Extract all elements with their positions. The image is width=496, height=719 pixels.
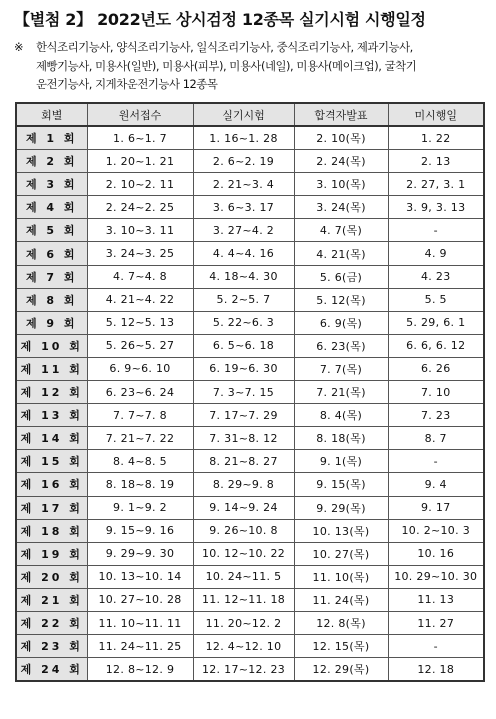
cell-application: 6. 9~6. 10 [87,357,193,380]
cell-application: 3. 10~3. 11 [87,219,193,242]
cell-application: 2. 24~2. 25 [87,196,193,219]
header-no-exam-days: 미시행일 [388,103,484,126]
note-text-3: 운전기능사, 지게차운전기능사 12종목 [36,77,218,91]
cell-round: 제 10 회 [16,334,87,357]
cell-application: 12. 8~12. 9 [87,658,193,682]
cell-application: 4. 21~4. 22 [87,288,193,311]
table-row [16,219,484,242]
cell-results: 6. 23(목) [294,334,388,357]
cell-practical-exam: 3. 27~4. 2 [193,219,294,242]
table-row [16,450,484,473]
cell-application: 10. 27~10. 28 [87,588,193,611]
table-row [16,635,484,658]
cell-application: 1. 6~1. 7 [87,126,193,150]
table-row [16,658,484,682]
cell-no-exam-days: 10. 16 [388,542,484,565]
cell-results: 3. 10(목) [294,173,388,196]
cell-no-exam-days: - [388,219,484,242]
cell-no-exam-days: - [388,635,484,658]
cell-round: 제 1 회 [16,126,87,150]
table-row [16,150,484,173]
cell-results: 5. 6(금) [294,265,388,288]
cell-round: 제 14 회 [16,427,87,450]
table-row [16,242,484,265]
cell-no-exam-days: 6. 6, 6. 12 [388,334,484,357]
cell-practical-exam: 8. 21~8. 27 [193,450,294,473]
note-text-1: 한식조리기능사, 양식조리기능사, 일식조리기능사, 중식조리기능사, 제과기능사, [36,40,413,54]
cell-round: 제 13 회 [16,404,87,427]
cell-results: 12. 8(목) [294,611,388,634]
table-row [16,311,484,334]
cell-round: 제 20 회 [16,565,87,588]
cell-round: 제 2 회 [16,150,87,173]
cell-results: 8. 18(목) [294,427,388,450]
cell-application: 11. 10~11. 11 [87,611,193,634]
cell-no-exam-days: 10. 29~10. 30 [388,565,484,588]
cell-round: 제 9 회 [16,311,87,334]
table-row [16,588,484,611]
cell-application: 7. 7~7. 8 [87,404,193,427]
cell-practical-exam: 7. 17~7. 29 [193,404,294,427]
cell-no-exam-days: 6. 26 [388,357,484,380]
cell-results: 9. 15(목) [294,473,388,496]
exam-schedule-table [15,102,485,682]
cell-practical-exam: 2. 21~3. 4 [193,173,294,196]
table-row [16,265,484,288]
cell-no-exam-days: 2. 27, 3. 1 [388,173,484,196]
cell-no-exam-days: 9. 4 [388,473,484,496]
cell-round: 제 24 회 [16,658,87,682]
cell-round: 제 3 회 [16,173,87,196]
cell-round: 제 4 회 [16,196,87,219]
cell-results: 7. 21(목) [294,381,388,404]
cell-results: 6. 9(목) [294,311,388,334]
cell-application: 3. 24~3. 25 [87,242,193,265]
cell-results: 11. 10(목) [294,565,388,588]
cell-no-exam-days: 7. 23 [388,404,484,427]
cell-practical-exam: 1. 16~1. 28 [193,126,294,150]
cell-results: 12. 29(목) [294,658,388,682]
cell-results: 10. 13(목) [294,519,388,542]
table-row [16,519,484,542]
cell-round: 제 19 회 [16,542,87,565]
table-header-row [16,103,484,126]
table-row [16,357,484,380]
note-text-2: 제빵기능사, 미용사(일반), 미용사(피부), 미용사(네일), 미용사(메이크업), 굴착기 [36,58,417,73]
cell-results: 7. 7(목) [294,357,388,380]
cell-round: 제 6 회 [16,242,87,265]
cell-application: 7. 21~7. 22 [87,427,193,450]
cell-round: 제 18 회 [16,519,87,542]
cell-application: 8. 4~8. 5 [87,450,193,473]
cell-practical-exam: 9. 26~10. 8 [193,519,294,542]
cell-no-exam-days: 2. 13 [388,150,484,173]
cell-no-exam-days: - [388,450,484,473]
cell-application: 5. 12~5. 13 [87,311,193,334]
note-line-3 [14,75,484,94]
cell-results: 2. 10(목) [294,126,388,150]
table-row [16,381,484,404]
table-row [16,427,484,450]
header-round: 회별 [16,103,87,126]
cell-round: 제 11 회 [16,357,87,380]
cell-round: 제 7 회 [16,265,87,288]
cell-application: 5. 26~5. 27 [87,334,193,357]
cell-no-exam-days: 4. 9 [388,242,484,265]
cell-no-exam-days: 8. 7 [388,427,484,450]
cell-results: 5. 12(목) [294,288,388,311]
cell-no-exam-days: 12. 18 [388,658,484,682]
table-row [16,173,484,196]
cell-no-exam-days: 5. 29, 6. 1 [388,311,484,334]
table-row [16,611,484,634]
note-line-1 [14,38,484,57]
cell-results: 8. 4(목) [294,404,388,427]
cell-practical-exam: 4. 18~4. 30 [193,265,294,288]
header-results: 합격자발표 [294,103,388,126]
cell-application: 8. 18~8. 19 [87,473,193,496]
target-occupations-note [14,38,484,94]
cell-results: 4. 7(목) [294,219,388,242]
cell-no-exam-days: 11. 27 [388,611,484,634]
cell-round: 제 12 회 [16,381,87,404]
cell-practical-exam: 7. 3~7. 15 [193,381,294,404]
cell-practical-exam: 4. 4~4. 16 [193,242,294,265]
cell-round: 제 23 회 [16,635,87,658]
table-row [16,196,484,219]
table-row [16,334,484,357]
cell-no-exam-days: 7. 10 [388,381,484,404]
cell-round: 제 16 회 [16,473,87,496]
cell-round: 제 15 회 [16,450,87,473]
cell-no-exam-days: 10. 2~10. 3 [388,519,484,542]
cell-results: 10. 27(목) [294,542,388,565]
cell-practical-exam: 10. 24~11. 5 [193,565,294,588]
cell-no-exam-days: 3. 9, 3. 13 [388,196,484,219]
cell-round: 제 22 회 [16,611,87,634]
cell-application: 10. 13~10. 14 [87,565,193,588]
cell-practical-exam: 12. 17~12. 23 [193,658,294,682]
cell-practical-exam: 9. 14~9. 24 [193,496,294,519]
cell-practical-exam: 3. 6~3. 17 [193,196,294,219]
cell-application: 1. 20~1. 21 [87,150,193,173]
table-row [16,473,484,496]
cell-no-exam-days: 11. 13 [388,588,484,611]
cell-application: 4. 7~4. 8 [87,265,193,288]
cell-results: 9. 1(목) [294,450,388,473]
cell-round: 제 5 회 [16,219,87,242]
cell-practical-exam: 7. 31~8. 12 [193,427,294,450]
cell-no-exam-days: 9. 17 [388,496,484,519]
cell-application: 9. 1~9. 2 [87,496,193,519]
cell-no-exam-days: 5. 5 [388,288,484,311]
cell-practical-exam: 5. 2~5. 7 [193,288,294,311]
table-row [16,542,484,565]
table-row [16,126,484,150]
table-row [16,565,484,588]
cell-round: 제 17 회 [16,496,87,519]
cell-practical-exam: 10. 12~10. 22 [193,542,294,565]
table-row [16,404,484,427]
cell-application: 6. 23~6. 24 [87,381,193,404]
cell-no-exam-days: 4. 23 [388,265,484,288]
cell-practical-exam: 12. 4~12. 10 [193,635,294,658]
table-row [16,496,484,519]
cell-practical-exam: 5. 22~6. 3 [193,311,294,334]
cell-practical-exam: 2. 6~2. 19 [193,150,294,173]
cell-results: 11. 24(목) [294,588,388,611]
cell-results: 2. 24(목) [294,150,388,173]
cell-practical-exam: 6. 19~6. 30 [193,357,294,380]
note-mark: ※ [14,40,24,54]
cell-application: 2. 10~2. 11 [87,173,193,196]
table-row [16,288,484,311]
cell-results: 12. 15(목) [294,635,388,658]
cell-practical-exam: 8. 29~9. 8 [193,473,294,496]
cell-results: 4. 21(목) [294,242,388,265]
cell-practical-exam: 11. 20~12. 2 [193,611,294,634]
cell-no-exam-days: 1. 22 [388,126,484,150]
header-practical-exam: 실기시험 [193,103,294,126]
header-application: 원서접수 [87,103,193,126]
cell-application: 9. 29~9. 30 [87,542,193,565]
cell-round: 제 8 회 [16,288,87,311]
cell-results: 3. 24(목) [294,196,388,219]
cell-application: 11. 24~11. 25 [87,635,193,658]
cell-results: 9. 29(목) [294,496,388,519]
cell-practical-exam: 11. 12~11. 18 [193,588,294,611]
note-line-2 [14,57,484,76]
cell-practical-exam: 6. 5~6. 18 [193,334,294,357]
cell-application: 9. 15~9. 16 [87,519,193,542]
cell-round: 제 21 회 [16,588,87,611]
document-title: 【별첨 2】 2022년도 상시검정 12종목 실기시험 시행일정 [14,10,426,29]
